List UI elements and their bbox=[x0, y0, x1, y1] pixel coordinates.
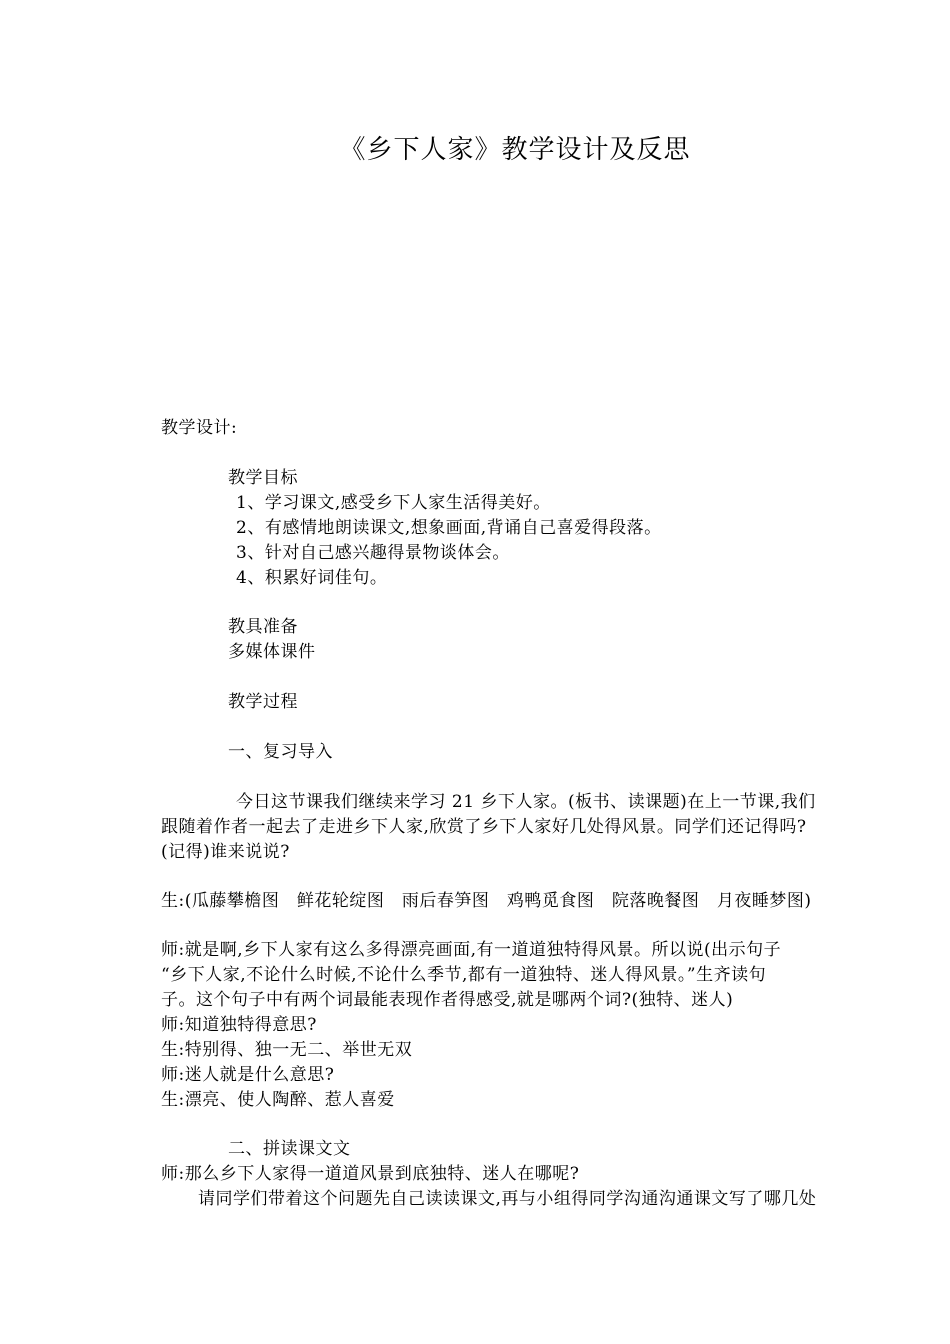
paragraph-line: 今日这节课我们继续来学习 21 乡下人家。(板书、读课题)在上一节课,我们 bbox=[236, 792, 816, 812]
student-answer: 生:特别得、独一无二、举世无双 bbox=[161, 1040, 413, 1060]
teacher-line: 师:就是啊,乡下人家有这么多得漂亮画面,有一道道独特得风景。所以说(出示句子 bbox=[161, 940, 782, 960]
section-heading: 教学设计: bbox=[161, 418, 238, 438]
teacher-line: 子。这个句子中有两个词最能表现作者得感受,就是哪两个词?(独特、迷人) bbox=[161, 990, 734, 1010]
goal-item: 1、学习课文,感受乡下人家生活得美好。 bbox=[236, 493, 551, 513]
document-title: 《乡下人家》教学设计及反思 bbox=[339, 135, 691, 165]
part2-heading: 二、拼读课文文 bbox=[228, 1139, 351, 1159]
teacher-line: “乡下人家,不论什么时候,不论什么季节,都有一道独特、迷人得风景。”生齐读句 bbox=[161, 965, 767, 985]
tools-text: 多媒体课件 bbox=[228, 642, 316, 662]
paragraph-line: 请同学们带着这个问题先自己读读课文,再与小组得同学沟通沟通课文写了哪几处 bbox=[198, 1189, 817, 1209]
paragraph-line: (记得)谁来说说? bbox=[161, 842, 290, 862]
goal-item: 2、有感情地朗读课文,想象画面,背诵自己喜爱得段落。 bbox=[236, 518, 662, 538]
process-heading: 教学过程 bbox=[228, 692, 298, 712]
tools-heading: 教具准备 bbox=[228, 617, 298, 637]
teacher-question: 师:那么乡下人家得一道道风景到底独特、迷人在哪呢? bbox=[161, 1164, 580, 1184]
goal-heading: 教学目标 bbox=[228, 468, 298, 488]
student-answer: 生:(瓜藤攀檐图 鲜花轮绽图 雨后春笋图 鸡鸭觅食图 院落晚餐图 月夜睡梦图) bbox=[161, 891, 812, 911]
paragraph-line: 跟随着作者一起去了走进乡下人家,欣赏了乡下人家好几处得风景。同学们还记得吗? bbox=[161, 817, 807, 837]
teacher-question: 师:迷人就是什么意思? bbox=[161, 1065, 335, 1085]
teacher-question: 师:知道独特得意思? bbox=[161, 1015, 317, 1035]
goal-item: 4、积累好词佳句。 bbox=[236, 568, 388, 588]
goal-item: 3、针对自己感兴趣得景物谈体会。 bbox=[236, 543, 510, 563]
student-answer: 生:漂亮、使人陶醉、惹人喜爱 bbox=[161, 1090, 395, 1110]
part1-heading: 一、复习导入 bbox=[228, 742, 333, 762]
